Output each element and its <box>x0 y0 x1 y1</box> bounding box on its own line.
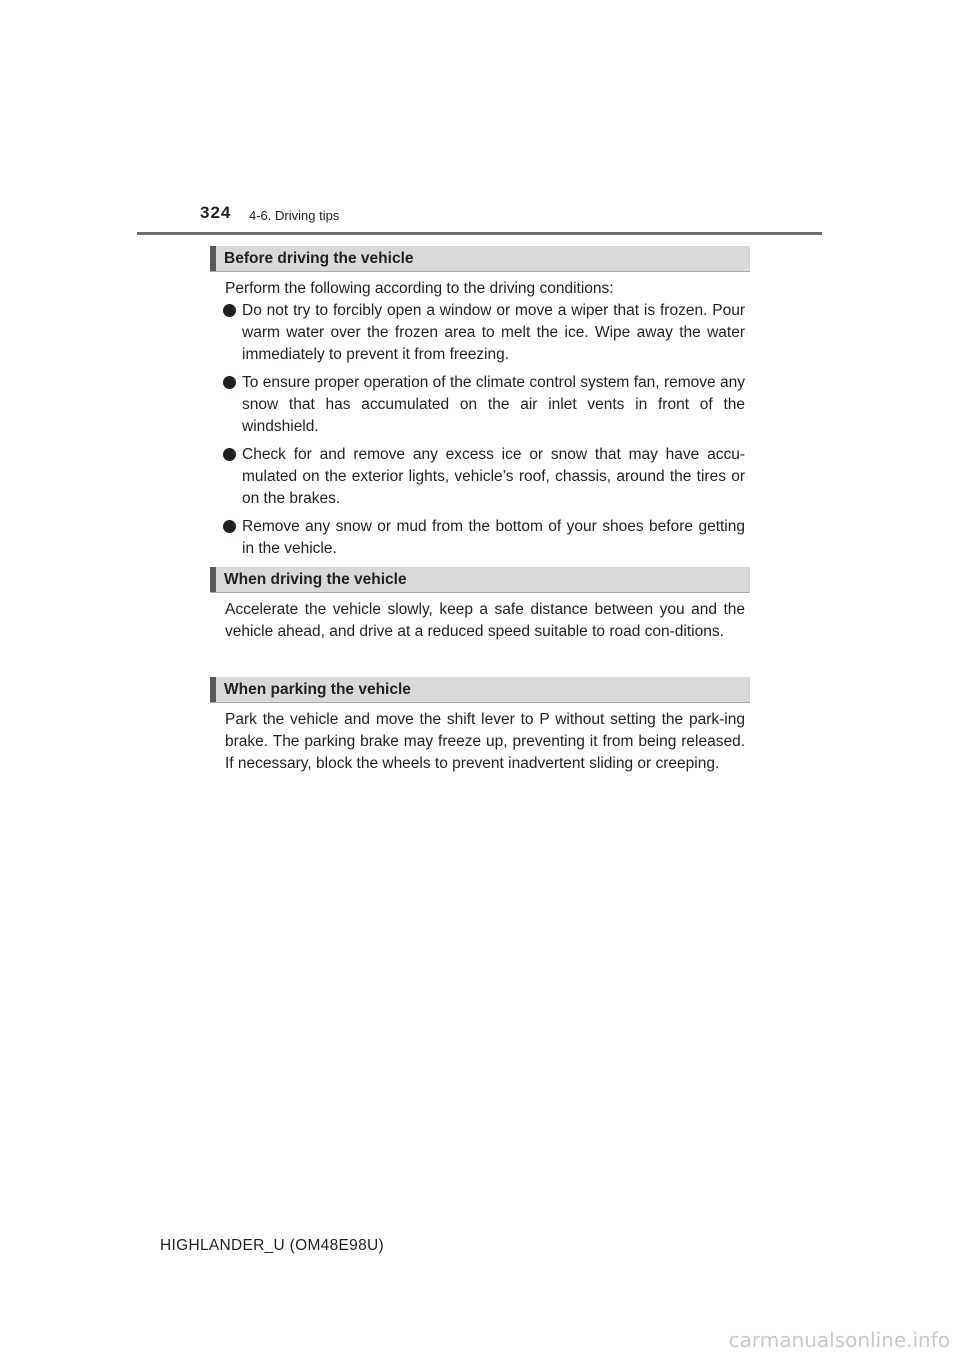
list-item <box>222 372 745 438</box>
footer-model-code: HIGHLANDER_U (OM48E98U) <box>160 1237 384 1254</box>
when-parking-body: Park the vehicle and move the shift lever to P without setting the park-ing brake. The parking brake may freeze up, preventing it from being released. If necessary, block the wheels to prevent inadvertent sliding or creeping. <box>225 711 745 772</box>
bullet-icon <box>223 376 236 389</box>
heading-before-driving <box>210 246 750 272</box>
bullet-text: To ensure proper operation of the climate control system fan, remove any snow that has accumulated on the air inlet vents in front of the windshield. <box>242 374 745 435</box>
heading-when-driving <box>210 567 750 593</box>
heading-when-parking <box>210 677 750 703</box>
bullet-icon <box>223 520 236 533</box>
page-header <box>0 0 960 240</box>
bullet-icon <box>223 304 236 317</box>
section-label: 4-6. Driving tips <box>249 208 340 223</box>
heading-when-parking-text: When parking the vehicle <box>224 681 411 698</box>
heading-before-driving-text: Before driving the vehicle <box>224 250 414 267</box>
when-driving-body: Accelerate the vehicle slowly, keep a safe distance between you and the vehicle ahead, and drive at a reduced speed suitable to road con-ditions. <box>225 601 745 640</box>
heading-marker <box>210 567 216 592</box>
before-driving-bullet-list <box>222 300 745 566</box>
bullet-text: Do not try to forcibly open a window or move a wiper that is frozen. Pour warm water over the frozen area to melt the ice. Wipe away the water immediately to prevent it from freezing. <box>242 302 745 363</box>
heading-marker <box>210 677 216 702</box>
heading-when-driving-text: When driving the vehicle <box>224 571 407 588</box>
header-divider <box>137 232 822 235</box>
heading-marker <box>210 246 216 271</box>
page-number: 324 <box>200 203 232 222</box>
bullet-text: Remove any snow or mud from the bottom of your shoes before getting in the vehicle. <box>242 518 745 557</box>
bullet-text: Check for and remove any excess ice or snow that may have accu-mulated on the exterior lights, vehicle’s roof, chassis, around the tires or on the brakes. <box>242 446 745 507</box>
watermark: carmanualsonline.info <box>728 1328 950 1352</box>
list-item <box>222 516 745 560</box>
list-item <box>222 300 745 366</box>
list-item <box>222 444 745 510</box>
before-driving-intro: Perform the following according to the driving conditions: <box>225 280 614 297</box>
bullet-icon <box>223 448 236 461</box>
